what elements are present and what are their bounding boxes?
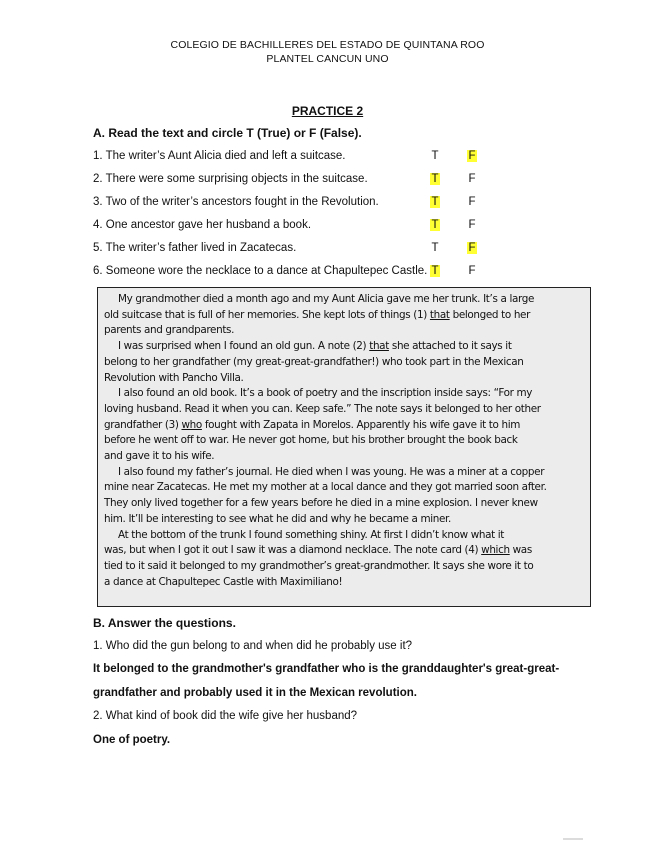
passage-line: loving husband. Read it when you can. Keep safe.” The note says it belonged to her other — [104, 402, 541, 415]
true-option[interactable]: T — [431, 150, 439, 162]
passage-line: parents and grandparents. — [104, 324, 235, 337]
passage-line: They only lived together for a few years before he died in a mine explosion. I never knew — [104, 497, 538, 510]
question-2: 2. What kind of book did the wife give her husband? — [93, 710, 358, 722]
passage-line: a dance at Chapultepec Castle with Maximiliano! — [104, 575, 343, 588]
true-option-selected[interactable]: T — [431, 265, 439, 277]
passage-line: him. It’ll be interesting to see what he did and why he became a miner. — [104, 512, 451, 525]
passage-line: and gave it to his wife. — [104, 450, 215, 463]
passage-line: Revolution with Pancho Villa. — [104, 371, 244, 384]
tf-statement: 2. There were some surprising objects in the suitcase. — [93, 173, 368, 185]
passage-line: I also found my father’s journal. He died when I was young. He was a miner at a copper — [118, 465, 545, 478]
relative-pronoun-2: that — [369, 340, 389, 353]
school-name: COLEGIO DE BACHILLERES DEL ESTADO DE QUINTANA ROO — [170, 39, 485, 51]
passage-line: before he went off to war. He never got home, but his brother brought the book back — [104, 434, 518, 447]
tf-statement: 4. One ancestor gave her husband a book. — [93, 219, 312, 231]
true-option-selected[interactable]: T — [431, 196, 439, 208]
page-title: PRACTICE 2 — [291, 104, 364, 118]
tf-statement: 6. Someone wore the necklace to a dance at Chapultepec Castle. — [93, 265, 428, 277]
passage-line: My grandmother died a month ago and my Aunt Alicia gave me her trunk. It’s a large — [118, 293, 535, 305]
tf-item-6 — [93, 265, 493, 285]
true-option-selected[interactable]: T — [431, 173, 439, 185]
passage-line: tied to it said it belonged to my grandmother’s great-grandmother. It says she wore it to — [104, 559, 534, 572]
tf-statement: 3. Two of the writer’s ancestors fought in the Revolution. — [93, 196, 379, 208]
true-option-selected[interactable]: T — [431, 219, 439, 231]
reading-passage — [97, 287, 591, 607]
section-b-heading: B. Answer the questions. — [93, 616, 236, 630]
passage-line: grandfather (3) who fought with Zapata in Morelos. Apparently his wife gave it to him — [104, 418, 521, 431]
question-1: 1. Who did the gun belong to and when did he probably use it? — [93, 640, 413, 652]
tf-statement: 5. The writer’s father lived in Zacatecas. — [93, 242, 297, 254]
passage-line: I also found an old book. It’s a book of poetry and the inscription inside says: “For my — [118, 387, 533, 400]
tf-item-2 — [93, 173, 493, 193]
page-footer-mark — [563, 838, 583, 840]
passage-line: old suitcase that is full of her memories. She kept lots of things (1) that belonged to her — [104, 308, 531, 321]
passage-line: belong to her grandfather (my great-great-grandfather!) who took part in the Mexican — [104, 355, 524, 368]
relative-pronoun-4: which — [481, 544, 510, 557]
tf-item-1 — [93, 150, 493, 170]
relative-pronoun-3: who — [181, 418, 202, 431]
false-option[interactable]: F — [468, 173, 476, 185]
section-a-heading: A. Read the text and circle T (True) or F (False). — [93, 126, 362, 140]
false-option[interactable]: F — [468, 196, 476, 208]
passage-line: I was surprised when I found an old gun. A note (2) that she attached to it says it — [118, 340, 512, 353]
answer-2[interactable]: One of poetry. — [93, 734, 171, 746]
tf-item-5 — [93, 242, 493, 262]
passage-line: mine near Zacatecas. He met my mother at a local dance and they got married soon after. — [104, 481, 547, 494]
false-option[interactable]: F — [468, 219, 476, 231]
answer-1-line-2[interactable]: grandfather and probably used it in the Mexican revolution. — [93, 687, 417, 699]
true-option[interactable]: T — [431, 242, 439, 254]
tf-item-4 — [93, 219, 493, 239]
answer-1-line-1[interactable]: It belonged to the grandmother's grandfather who is the granddaughter's great-great- — [93, 663, 560, 675]
false-option-selected[interactable]: F — [468, 242, 476, 254]
tf-statement: 1. The writer’s Aunt Alicia died and left a suitcase. — [93, 150, 346, 162]
campus-name: PLANTEL CANCUN UNO — [266, 53, 389, 65]
passage-line: At the bottom of the trunk I found something shiny. At first I didn’t know what it — [118, 528, 505, 541]
tf-item-3 — [93, 196, 493, 216]
passage-line: was, but when I got it out I saw it was a diamond necklace. The note card (4) which was — [104, 544, 532, 557]
false-option[interactable]: F — [468, 265, 476, 277]
relative-pronoun-1: that — [429, 308, 450, 321]
false-option-selected[interactable]: F — [468, 150, 476, 162]
